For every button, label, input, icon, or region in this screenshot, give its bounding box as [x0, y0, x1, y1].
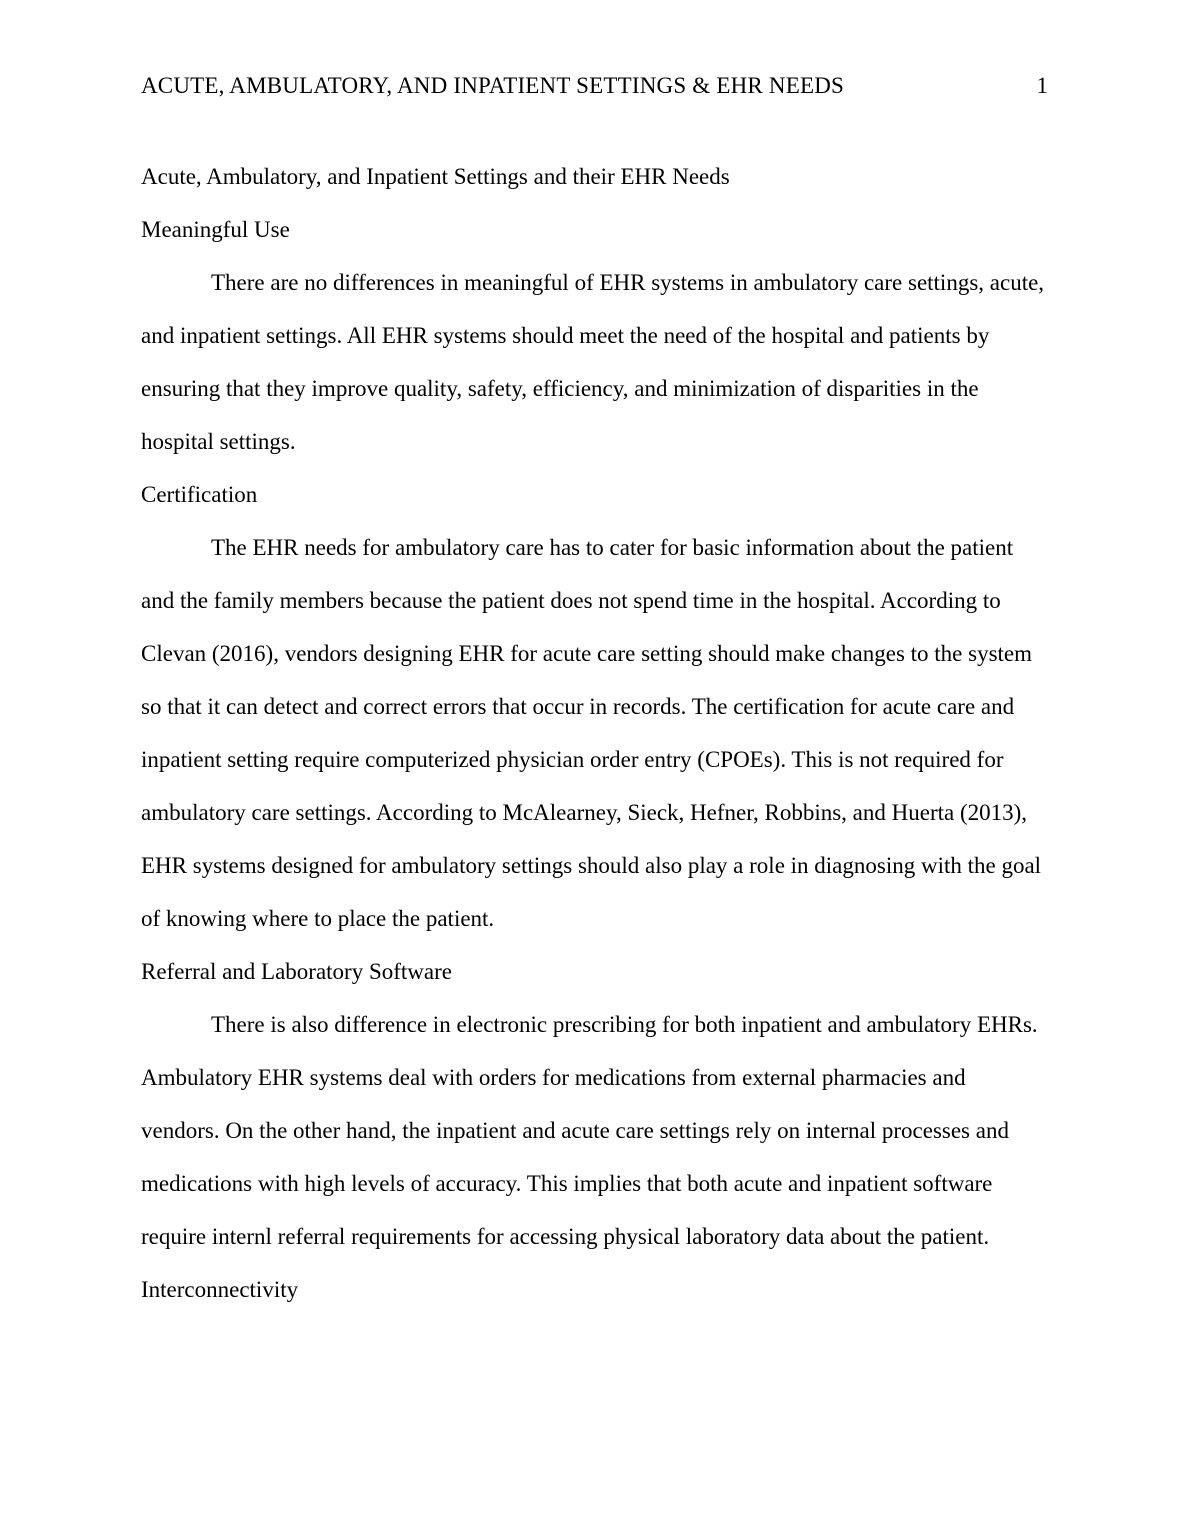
paragraph-certification: The EHR needs for ambulatory care has to cater for basic information about the patient and the family members because the patient does not spend time in the hospital. According to Clevan (2016), vendors designing EHR for acute care setting should make changes to the system so that it can detect and correct errors that occur in records. The certification for acute care and inpatient setting require computerized physician order entry (CPOEs). This is not required for ambulatory care settings. According to McAlearney, Sieck, Hefner, Robbins, and Huerta (2013), EHR systems designed for ambulatory settings should also play a role in diagnosing with the goal of knowing where to place the patient.: [141, 535, 1042, 931]
running-head-text: ACUTE, AMBULATORY, AND INPATIENT SETTINGS & EHR NEEDS: [141, 73, 845, 98]
document-body: [141, 150, 1048, 1316]
page-number: 1: [1036, 73, 1048, 98]
running-header: [141, 72, 1048, 100]
document-title: Acute, Ambulatory, and Inpatient Settings and their EHR Needs: [141, 164, 730, 189]
section-heading-referral-laboratory-software: Referral and Laboratory Software: [141, 959, 452, 984]
section-heading-certification: Certification: [141, 482, 258, 507]
paragraph-referral-laboratory-software: There is also difference in electronic prescribing for both inpatient and ambulatory EHRs. Ambulatory EHR systems deal with orders for medications from external pharmacies and vendors. On the other hand, the inpatient and acute care settings rely on internal processes and medications with high levels of accuracy. This implies that both acute and inpatient software require internl referral requirements for accessing physical laboratory data about the patient.: [141, 1012, 1038, 1249]
section-heading-interconnectivity: Interconnectivity: [141, 1277, 299, 1302]
paragraph-meaningful-use: There are no differences in meaningful of EHR systems in ambulatory care settings, acute, and inpatient settings. All EHR systems should meet the need of the hospital and patients by ensuring that they improve quality, safety, efficiency, and minimization of disparities in the hospital settings.: [141, 270, 1045, 454]
section-heading-meaningful-use: Meaningful Use: [141, 217, 290, 242]
